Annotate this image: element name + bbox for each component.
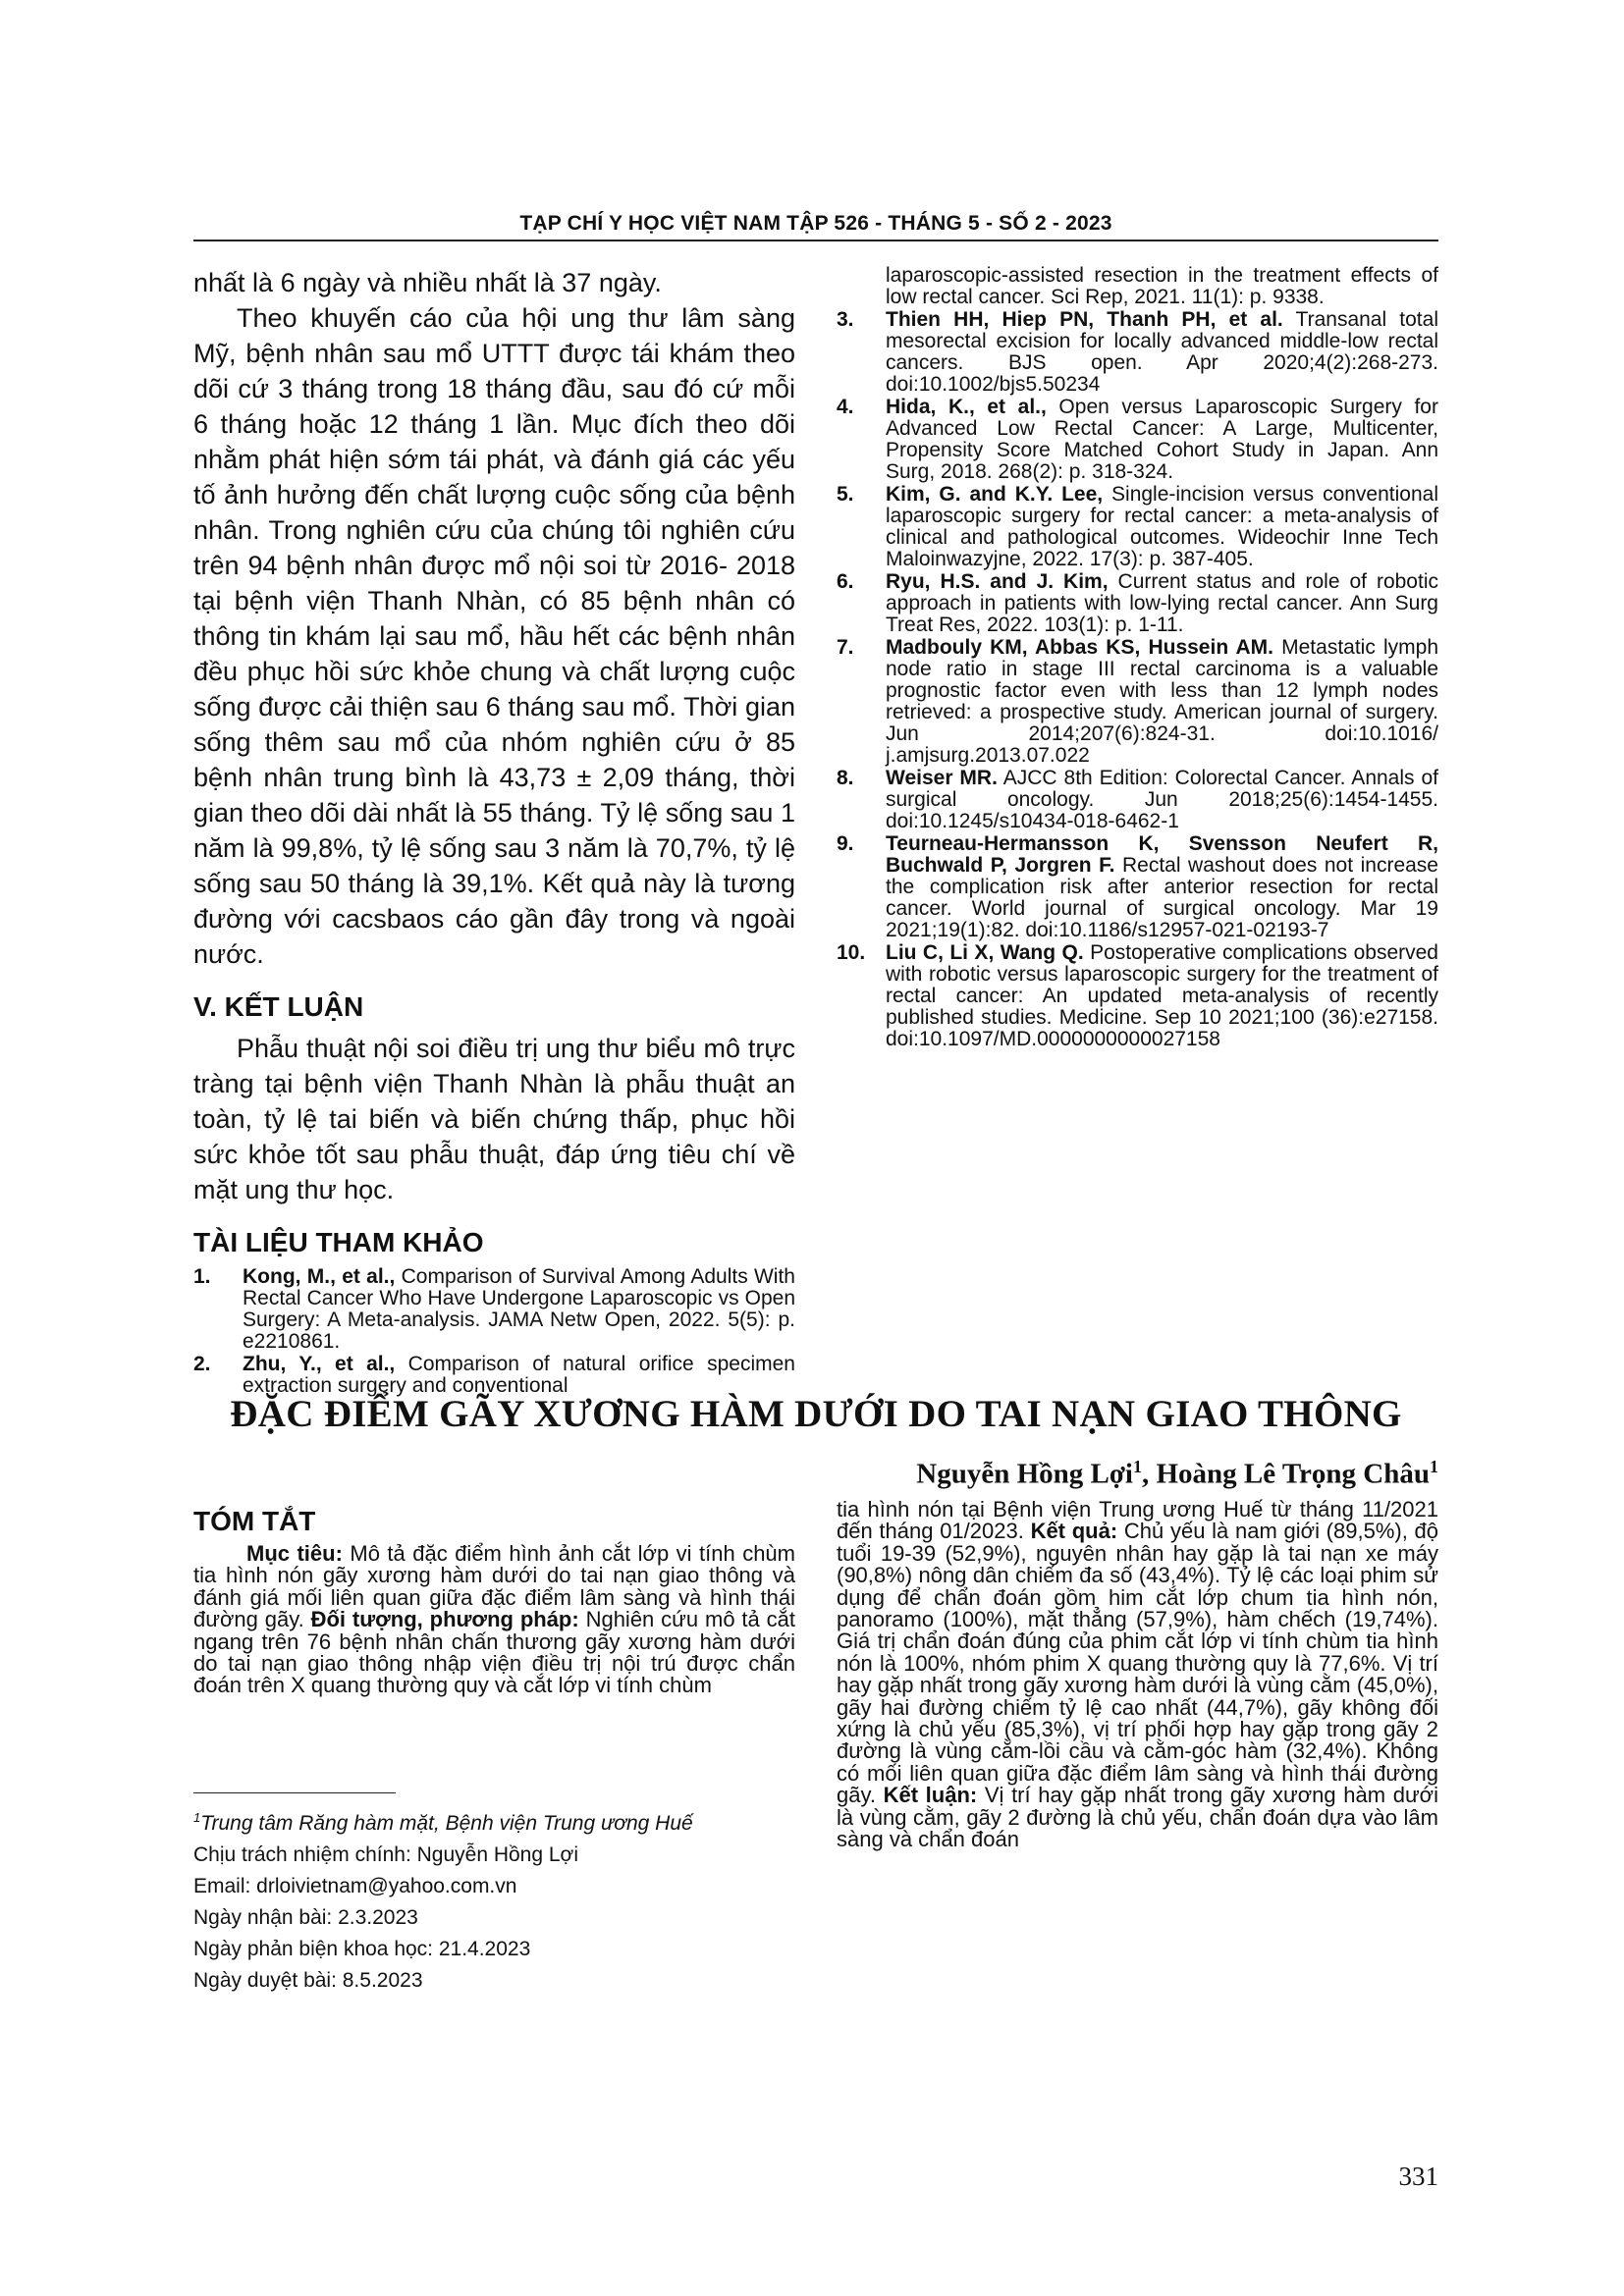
reference-text: Rectal washout does not increase the complication risk after anterior resection for rectal cancer. World journal of surgical oncology. Mar 19 2021;19(1):82. doi:10.1186/s12957-021-02193-7 xyxy=(886,854,1438,941)
body-paragraph: nhất là 6 ngày và nhiều nhất là 37 ngày. xyxy=(193,268,662,297)
footnotes xyxy=(193,1802,795,1997)
author-separator: , xyxy=(1141,1458,1157,1490)
reference-number: 6. xyxy=(837,570,854,593)
abstract-lead: Kết quả: xyxy=(1030,1519,1118,1544)
header-rule xyxy=(193,240,1438,241)
reference-authors: Hida, K., et al., xyxy=(886,396,1047,418)
reference-number: 5. xyxy=(837,483,854,506)
reference-authors: Teurneau-Hermansson K, Svensson Neufert R, Buchwald P, Jorgren F. xyxy=(886,832,1438,877)
reference-text: AJCC 8th Edition: Colorectal Cancer. Annals of surgical oncology. Jun 2018;25(6):1454-1455. doi:10.1245/s10434-018-6462-1 xyxy=(886,767,1438,832)
reference-continuation: laparoscopic-assisted resection in the treatment effects of low rectal cancer. Sci Rep, 2021. 11(1): p. 9338. xyxy=(886,264,1438,308)
author-affiliation-mark: 1 xyxy=(1132,1457,1142,1476)
reference-item xyxy=(837,309,1438,396)
body-paragraph: Theo khuyến cáo của hội ung thư lâm sàng Mỹ, bệnh nhân sau mổ UTTT được tái khám theo dõi cứ 3 tháng trong 18 tháng đầu, sau đó cứ mỗi 6 tháng hoặc 12 tháng 1 lần. Mục đích theo dõi nhằm phát hiện sớm tái phát, và đánh giá các yếu tố ảnh hưởng đến chất lượng cuộc sống của bệnh nhân. Trong nghiên cứu của chúng tôi nghiên cứu trên 94 bệnh nhân được mổ nội soi từ 2016- 2018 tại bệnh viện Thanh Nhàn, có 85 bệnh nhân có thông tin khám lại sau mổ, hầu hết các bệnh nhân đều phục hồi sức khỏe chung và chất lượng cuộc sống được cải thiện sau 6 tháng sau mổ. Thời gian sống thêm sau mổ của nhóm nghiên cứu ở 85 bệnh nhân trung bình là 43,73 ± 2,09 tháng, thời gian theo dõi dài nhất là 55 tháng. Tỷ lệ sống sau 1 năm là 99,8%, tỷ lệ sống sau 3 năm là 70,7%, tỷ lệ sống sau 50 tháng là 39,1%. Kết quả này là tương đường với cacsbaos cáo gần đây trong và ngoài nước. xyxy=(193,303,795,969)
article-authors xyxy=(837,1457,1438,1491)
footnote-email: Email: drloivietnam@yahoo.com.vn xyxy=(193,1875,517,1897)
reference-authors: Ryu, H.S. and J. Kim, xyxy=(886,570,1109,593)
reference-authors: Kim, G. and K.Y. Lee, xyxy=(886,483,1104,506)
footnote-reviewed: Ngày phản biện khoa học: 21.4.2023 xyxy=(193,1938,531,1960)
footnote-responsible: Chịu trách nhiệm chính: Nguyễn Hồng Lợi xyxy=(193,1843,578,1866)
reference-number: 3. xyxy=(837,308,854,331)
author-affiliation-mark: 1 xyxy=(1430,1457,1438,1476)
reference-authors: Madbouly KM, Abbas KS, Hussein AM. xyxy=(886,636,1273,659)
reference-list xyxy=(193,1266,795,1397)
footnote-rule xyxy=(193,1792,396,1793)
footnote-received: Ngày nhận bài: 2.3.2023 xyxy=(193,1906,418,1929)
reference-item xyxy=(837,397,1438,483)
left-column-top xyxy=(193,265,795,1398)
conclusion-heading: V. KẾT LUẬN xyxy=(193,991,364,1022)
article-title: ĐẶC ĐIỂM GÃY XƯƠNG HÀM DƯỚI DO TAI NẠN GIAO THÔNG xyxy=(230,1393,1402,1435)
conclusion-paragraph: Phẫu thuật nội soi điều trị ung thư biểu mô trực tràng tại bệnh viện Thanh Nhàn là phẫu thuật an toàn, tỷ lệ tai biến và biến chứng thấp, phục hồi sức khỏe tốt sau phẫu thuật, đáp ứng tiêu chí về mặt ung thư học. xyxy=(193,1034,795,1204)
reference-item xyxy=(837,768,1438,832)
reference-number: 7. xyxy=(837,636,854,659)
reference-item xyxy=(837,637,1438,767)
reference-item xyxy=(837,484,1438,570)
author-name: Hoàng Lê Trọng Châu xyxy=(1156,1458,1430,1490)
reference-number: 1. xyxy=(193,1265,211,1288)
reference-text: Postoperative complications observed with robotic versus laparoscopic surgery for the treatment of rectal cancer: An updated meta-analysis of recently published studies. Medicine. Sep 10 2021;100 (36):e27158. doi:10.1097/MD.0000000000027158 xyxy=(886,941,1438,1050)
reference-item xyxy=(193,1266,795,1353)
abstract-paragraph-continued: tia hình nón tại Bệnh viện Trung ương Huế từ tháng 11/2021 đến tháng 01/2023. Kết quả: Chủ yếu là nam giới (89,5%), độ tuổi 19-39 (52,9%), nguyên nhân hay gặp là tai nạn xe máy (90,8%) nông dân chiếm đa số (43,4%). Tỷ lệ các loại phim sử dụng để chẩn đoán gồm him cắt lớp chum tia hình nón, panoramo (100%), mặt thẳng (57,9%), hàm chếch (19,74%). Giá trị chẩn đoán đúng của phim cắt lớp vi tính chùm tia hình nón là 100%, nhóm phim X quang thường quy là 77,6%. Vị trí hay gặp nhất trong gãy xương hàm dưới là vùng cằm (45,0%), gãy hai đường chiếm tỷ lệ cao nhất (44,7%), gãy không đối xứng là chủ yếu (85,3%), vị trí phối hợp hay gặp trong gãy 2 đường là vùng cằm-lồi cầu và cằm-góc hàm (32,4%). Không có mối liên quan giữa đặc điểm lâm sàng và hình thái đường gãy. Kết luận: Vị trí hay gặp nhất trong gãy xương hàm dưới là vùng cằm, gãy 2 đường là chủ yếu, chẩn đoán dựa vào lâm sàng và chẩn đoán xyxy=(837,1497,1439,1852)
reference-authors: Liu C, Li X, Wang Q. xyxy=(886,941,1084,964)
reference-item xyxy=(837,942,1438,1050)
reference-text: Comparison of Survival Among Adults With Rectal Cancer Who Have Undergone Laparoscopic vs Open Surgery: A Meta-analysis. JAMA Netw Open, 2022. 5(5): p. e2210861. xyxy=(243,1265,795,1353)
reference-text: Transanal total mesorectal excision for locally advanced middle-low rectal cancers. BJS open. Apr 2020;4(2):268-273. doi:10.1002/bjs5.50234 xyxy=(886,308,1438,396)
abstract-lead: Đối tượng, phương pháp: xyxy=(310,1607,579,1632)
reference-text: Metastatic lymph node ratio in stage III rectal carcinoma is a valuable prognostic factor even with less than 12 lymph nodes retrieved: a prospective study. American journal of surgery. Jun 2014;207(6):824-31. doi:10.1016/ j.amjsurg.2013.07.022 xyxy=(886,636,1438,767)
reference-text: Comparison of natural orifice specimen extraction surgery and conventional xyxy=(243,1353,795,1397)
right-column-top xyxy=(837,265,1438,1051)
footnote-affiliation: $^1$Trung tâm Răng hàm mặt, Bệnh viện Trung ương Huế xyxy=(193,1810,693,1835)
reference-number: 2. xyxy=(193,1353,211,1375)
footnote-accepted: Ngày duyệt bài: 8.5.2023 xyxy=(193,1969,423,1992)
reference-number: 8. xyxy=(837,767,854,789)
reference-authors: Kong, M., et al., xyxy=(243,1265,396,1288)
abstract-right-column xyxy=(837,1499,1438,1851)
reference-item xyxy=(193,1354,795,1397)
reference-text: Open versus Laparoscopic Surgery for Advanced Low Rectal Cancer: A Large, Multicenter, Propensity Score Matched Cohort Study in Japan. Ann Surg, 2018. 268(2): p. 318-324. xyxy=(886,396,1438,483)
references-heading: TÀI LIỆU THAM KHẢO xyxy=(193,1227,484,1257)
author-name: Nguyễn Hồng Lợi xyxy=(916,1458,1133,1490)
running-header: TẠP CHÍ Y HỌC VIỆT NAM TẬP 526 - THÁNG 5 - SỐ 2 - 2023 xyxy=(519,212,1112,235)
reference-authors: Zhu, Y., et al., xyxy=(243,1353,396,1375)
reference-text: Current status and role of robotic approach in patients with low-lying rectal cancer. Ann Surg Treat Res, 2022. 103(1): p. 1-11. xyxy=(886,570,1438,636)
reference-authors: Thien HH, Hiep PN, Thanh PH, et al. xyxy=(886,308,1283,331)
reference-list xyxy=(837,265,1438,1050)
reference-authors: Weiser MR. xyxy=(886,767,998,789)
reference-item xyxy=(837,571,1438,636)
reference-number: 4. xyxy=(837,396,854,418)
abstract-left-column xyxy=(193,1502,795,1697)
page-number: 331 xyxy=(1398,2162,1438,2191)
abstract-paragraph: Mục tiêu: Mô tả đặc điểm hình ảnh cắt lớp vi tính chùm tia hình nón gãy xương hàm dưới do tai nạn giao thông và đánh giá mối liên quan giữa đặc điểm lâm sàng và hình thái đường gãy. Đối tượng, phương pháp: Nghiên cứu mô tả cắt ngang trên 76 bệnh nhân chấn thương gãy xương hàm dưới do tai nạn giao thông nhập viện điều trị nội trú được chẩn đoán trên X quang thường quy và cắt lớp vi tính chùm xyxy=(193,1541,795,1698)
reference-number: 10. xyxy=(837,941,866,964)
abstract-heading: TÓM TẮT xyxy=(193,1506,316,1536)
reference-text: Single-incision versus conventional laparoscopic surgery for rectal cancer: a meta-analysis of clinical and pathological outcomes. Wideochir Inne Tech Maloinwazyjne, 2022. 17(3): p. 387-405. xyxy=(886,483,1438,570)
abstract-lead: Kết luận: xyxy=(883,1783,978,1808)
reference-number: 9. xyxy=(837,832,854,855)
abstract-lead: Mục tiêu: xyxy=(246,1541,343,1566)
reference-item xyxy=(837,833,1438,941)
